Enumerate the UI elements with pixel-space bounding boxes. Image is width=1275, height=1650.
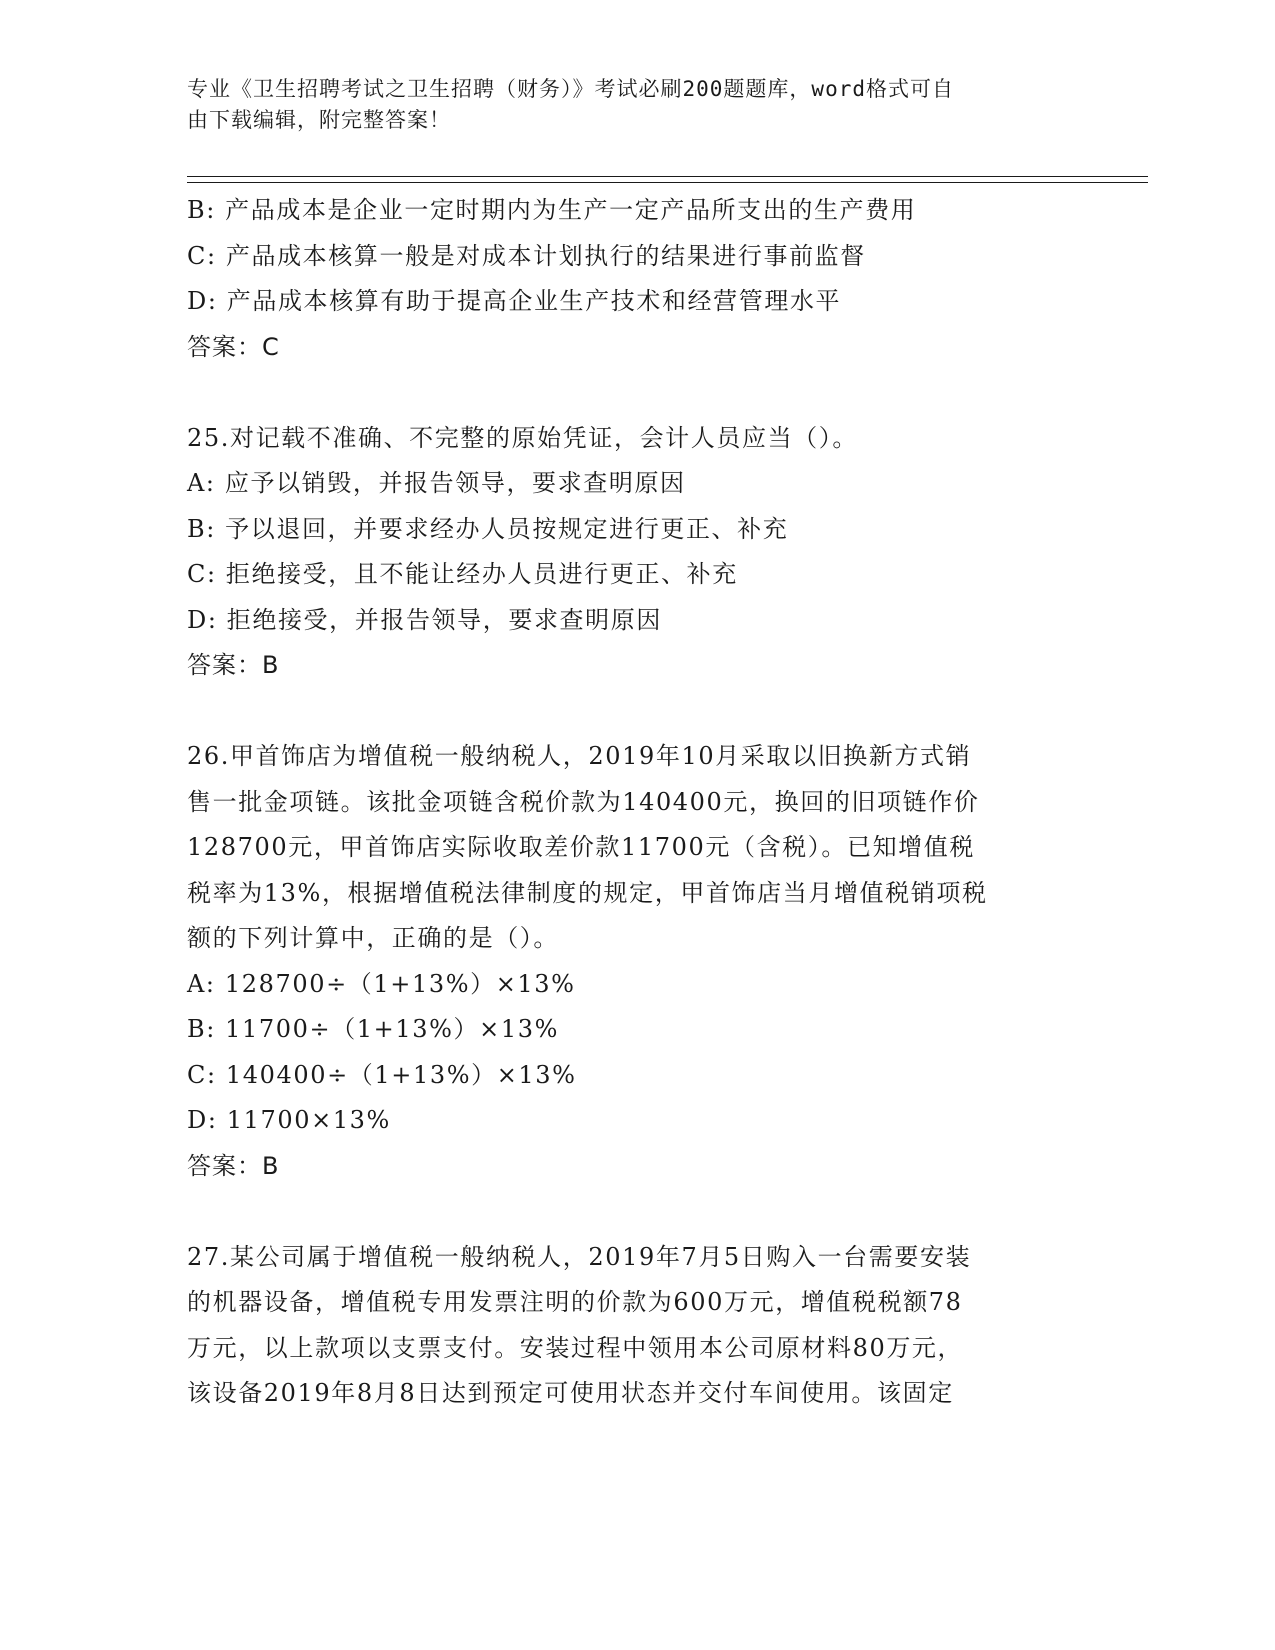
question-26 bbox=[187, 734, 1087, 1189]
q27-stem-line: 的机器设备，增值税专用发票注明的价款为600万元，增值税税额78 bbox=[187, 1288, 963, 1316]
q25-option-b: B: 予以退回，并要求经办人员按规定进行更正、补充 bbox=[187, 514, 789, 543]
q25-answer: 答案：B bbox=[187, 651, 280, 679]
question-content bbox=[187, 188, 1087, 1417]
q26-option-c: C: 140400÷（1+13%）×13% bbox=[187, 1060, 577, 1089]
question-25 bbox=[187, 416, 1087, 689]
q25-stem: 25.对记载不准确、不完整的原始凭证，会计人员应当（）。 bbox=[187, 423, 858, 452]
spacer bbox=[187, 689, 1087, 735]
header-divider-top bbox=[187, 176, 1148, 177]
q26-stem-line: 额的下列计算中，正确的是（）。 bbox=[187, 924, 559, 952]
q27-stem-line: 万元，以上款项以支票支付。安装过程中领用本公司原材料80万元， bbox=[187, 1333, 964, 1362]
question-24 bbox=[187, 188, 1087, 370]
q27-stem bbox=[187, 1235, 1087, 1417]
q26-option-b: B: 11700÷（1+13%）×13% bbox=[187, 1015, 559, 1043]
question-27 bbox=[187, 1235, 1087, 1417]
q25-option-c: C: 拒绝接受，且不能让经办人员进行更正、补充 bbox=[187, 560, 738, 588]
q27-stem-line: 27.某公司属于增值税一般纳税人，2019年7月5日购入一台需要安装 bbox=[187, 1242, 972, 1271]
header-line-2: 由下载编辑，附完整答案！ bbox=[187, 108, 451, 132]
q24-option-b: B: 产品成本是企业一定时期内为生产一定产品所支出的生产费用 bbox=[187, 196, 917, 224]
q26-option-a: A: 128700÷（1+13%）×13% bbox=[187, 969, 576, 998]
spacer bbox=[187, 370, 1087, 416]
q26-stem-line: 售一批金项链。该批金项链含税价款为140400元，换回的旧项链作价 bbox=[187, 787, 980, 816]
spacer bbox=[187, 1189, 1087, 1235]
q26-answer: 答案：B bbox=[187, 1151, 280, 1180]
header-line-1: 专业《卫生招聘考试之卫生招聘（财务）》考试必刷200题题库，word格式可自 bbox=[187, 77, 954, 101]
q24-answer: 答案：C bbox=[187, 332, 280, 361]
q24-option-c: C: 产品成本核算一般是对成本计划执行的结果进行事前监督 bbox=[187, 241, 866, 270]
q26-option-d: D: 11700×13% bbox=[187, 1106, 391, 1134]
q26-stem-line: 26.甲首饰店为增值税一般纳税人，2019年10月采取以旧换新方式销 bbox=[187, 742, 972, 770]
q24-option-d: D: 产品成本核算有助于提高企业生产技术和经营管理水平 bbox=[187, 287, 842, 315]
q26-stem bbox=[187, 734, 1087, 962]
q26-stem-line: 税率为13%，根据增值税法律制度的规定，甲首饰店当月增值税销项税 bbox=[187, 878, 988, 907]
q25-option-d: D: 拒绝接受，并报告领导，要求查明原因 bbox=[187, 605, 662, 634]
q25-option-a: A: 应予以销毁，并报告领导，要求查明原因 bbox=[187, 469, 686, 497]
q27-stem-line: 该设备2019年8月8日达到预定可使用状态并交付车间使用。该固定 bbox=[187, 1379, 954, 1407]
document-header bbox=[187, 74, 1067, 136]
q26-stem-line: 128700元，甲首饰店实际收取差价款11700元（含税）。已知增值税 bbox=[187, 833, 975, 861]
header-divider-bottom bbox=[187, 182, 1148, 183]
